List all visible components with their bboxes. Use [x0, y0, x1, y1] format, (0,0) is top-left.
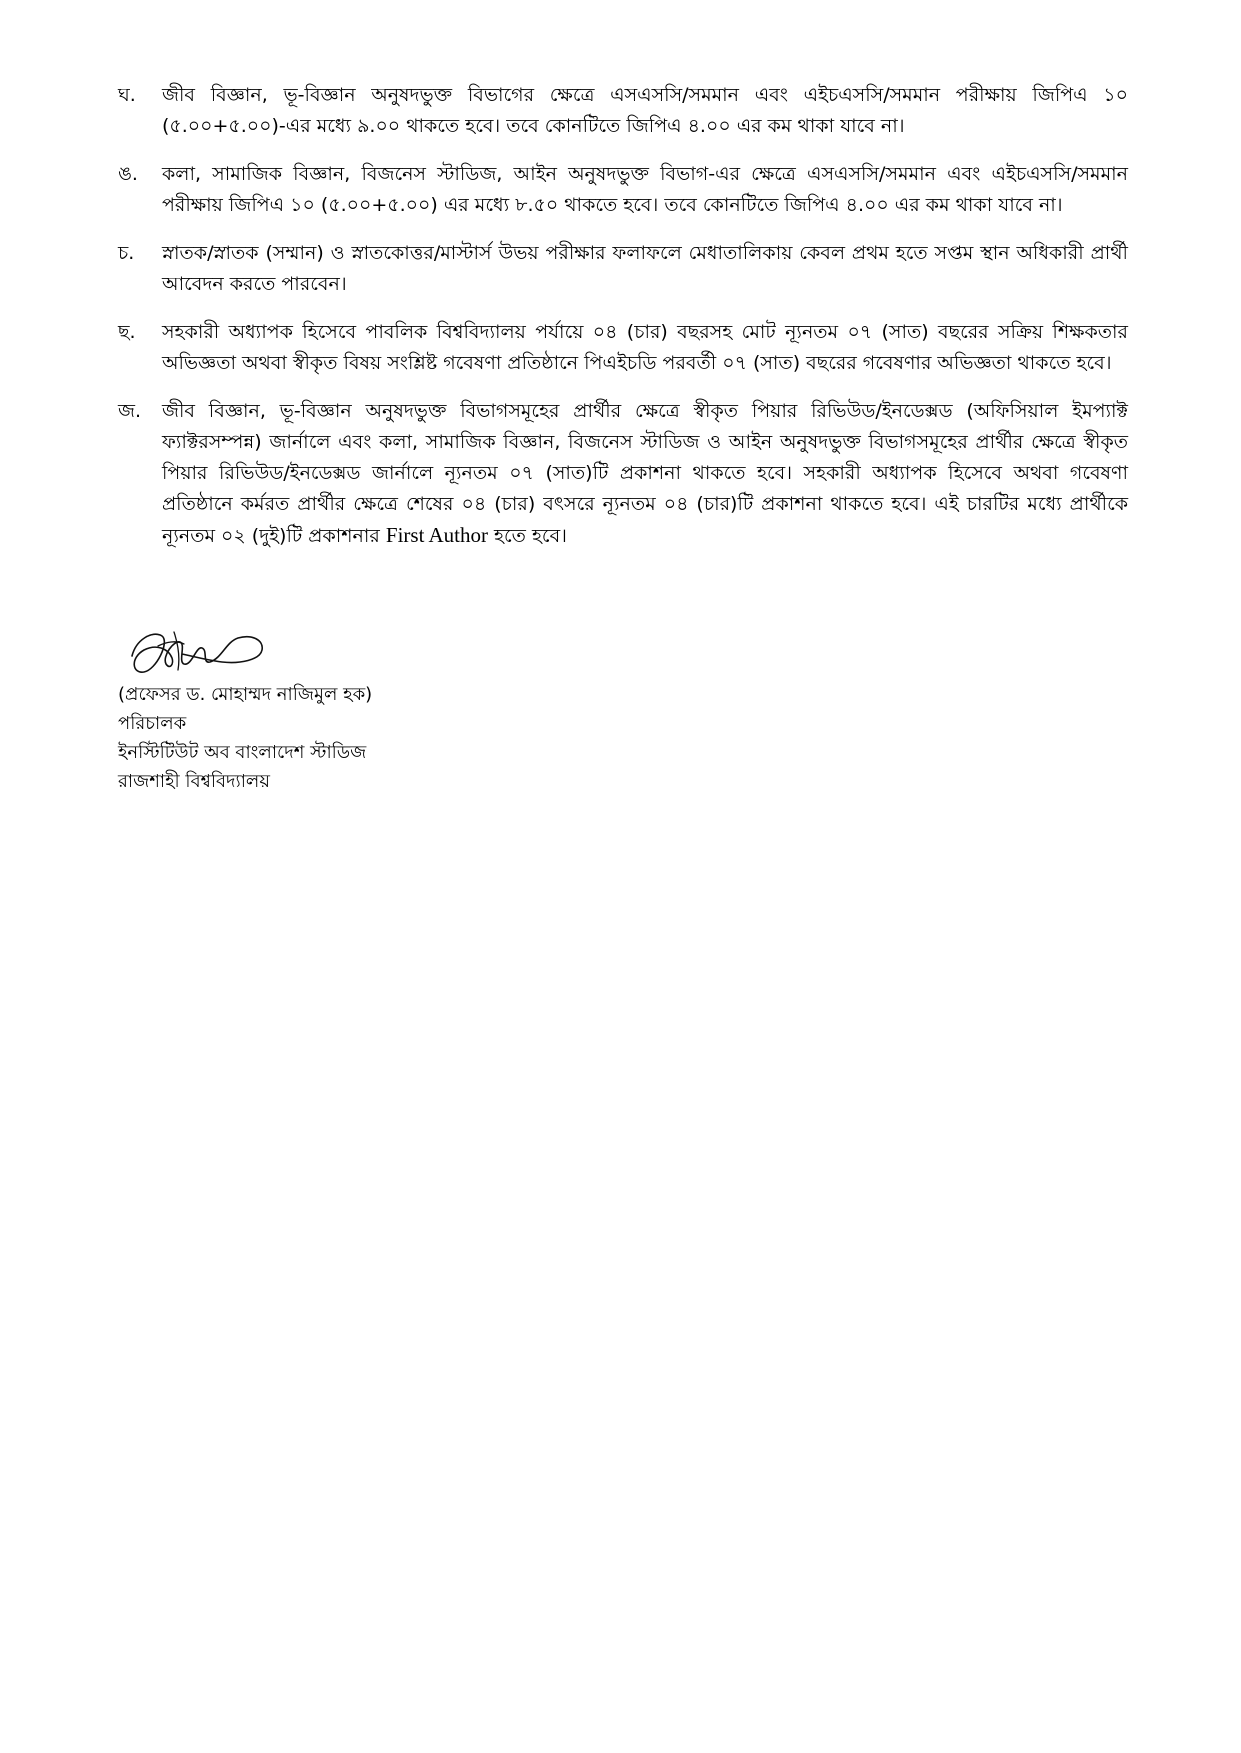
clause-text: জীব বিজ্ঞান, ভূ-বিজ্ঞান অনুষদভুক্ত বিভাগের ক্ষেত্রে এসএসসি/সমমান এবং এইচএসসি/সমমান পরীক্ষায় জিপিএ ১০ (৫.০০+৫.০০)-এর মধ্যে ৯.০০ থাকতে হবে। তবে কোনটিতে জিপিএ ৪.০০ এর কম থাকা যাবে না। — [162, 84, 1128, 137]
clause-marker: ছ. — [118, 321, 136, 343]
clause-gha — [118, 80, 1128, 142]
signatory-designation: পরিচালক — [118, 713, 187, 734]
clause-ja — [118, 396, 1128, 552]
clause-text: কলা, সামাজিক বিজ্ঞান, বিজনেস স্টাডিজ, আইন অনুষদভুক্ত বিভাগ-এর ক্ষেত্রে এসএসসি/সমমান এবং এইচএসসি/সমমান পরীক্ষায় জিপিএ ১০ (৫.০০+৫.০০) এর মধ্যে ৮.৫০ থাকতে হবে। তবে কোনটিতে জিপিএ ৪.০০ এর কম থাকা যাবে না। — [162, 163, 1128, 216]
clause-chha — [118, 317, 1128, 379]
signatory-university: রাজশাহী বিশ্ববিদ্যালয় — [118, 771, 270, 792]
clause-text: সহকারী অধ্যাপক হিসেবে পাবলিক বিশ্ববিদ্যালয় পর্যায়ে ০৪ (চার) বছরসহ মোট ন্যূনতম ০৭ (সাত) বছরের সক্রিয় শিক্ষকতার অভিজ্ঞতা অথবা স্বীকৃত বিষয় সংশ্লিষ্ট গবেষণা প্রতিষ্ঠানে পিএইচডি পরবর্তী ০৭ (সাত) বছরের গবেষণার অভিজ্ঞতা থাকতে হবে। — [162, 321, 1128, 374]
clause-umo — [118, 159, 1128, 221]
clause-marker: জ. — [118, 400, 142, 422]
signature-block — [118, 618, 538, 796]
clause-marker: ঙ. — [118, 163, 138, 185]
signatory-name: (প্রফেসর ড. মোহাম্মদ নাজিমুল হক) — [118, 684, 373, 705]
clause-cha — [118, 238, 1128, 300]
handwritten-signature — [122, 618, 272, 680]
signatory-institute: ইনস্টিটিউট অব বাংলাদেশ স্টাডিজ — [118, 742, 367, 763]
first-author-term: First Author — [385, 523, 488, 547]
eligibility-clause-list — [118, 80, 1128, 569]
clause-marker: চ. — [118, 242, 135, 264]
clause-marker: ঘ. — [118, 84, 136, 106]
clause-text-tail: হতে হবে। — [488, 525, 567, 547]
clause-text-body: জীব বিজ্ঞান, ভূ-বিজ্ঞান অনুষদভুক্ত বিভাগসমূহের প্রার্থীর ক্ষেত্রে স্বীকৃত পিয়ার রিভিউড/ইনডেক্সড (অফিসিয়াল ইমপ্যাক্ট ফ্যাক্টরসম্পন্ন) জার্নালে এবং কলা, সামাজিক বিজ্ঞান, বিজনেস স্টাডিজ ও আইন অনুষদভুক্ত বিভাগসমূহের প্রার্থীর ক্ষেত্রে স্বীকৃত পিয়ার রিভিউড/ইনডেক্সড জার্নালে ন্যূনতম ০৭ (সাত)টি প্রকাশনা থাকতে হবে। সহকারী অধ্যাপক হিসেবে অথবা গবেষণা প্রতিষ্ঠানে কর্মরত প্রার্থীর ক্ষেত্রে শেষের ০৪ (চার) বৎসরে ন্যূনতম ০৪ (চার)টি প্রকাশনা থাকতে হবে। এই চারটির মধ্যে প্রার্থীকে ন্যূনতম ০২ (দুই)টি প্রকাশনার — [162, 400, 1128, 547]
clause-text — [162, 400, 1128, 547]
clause-text: স্নাতক/স্নাতক (সম্মান) ও স্নাতকোত্তর/মাস্টার্স উভয় পরীক্ষার ফলাফলে মেধাতালিকায় কেবল প্রথম হতে সপ্তম স্থান অধিকারী প্রার্থী আবেদন করতে পারবেন। — [162, 242, 1128, 295]
